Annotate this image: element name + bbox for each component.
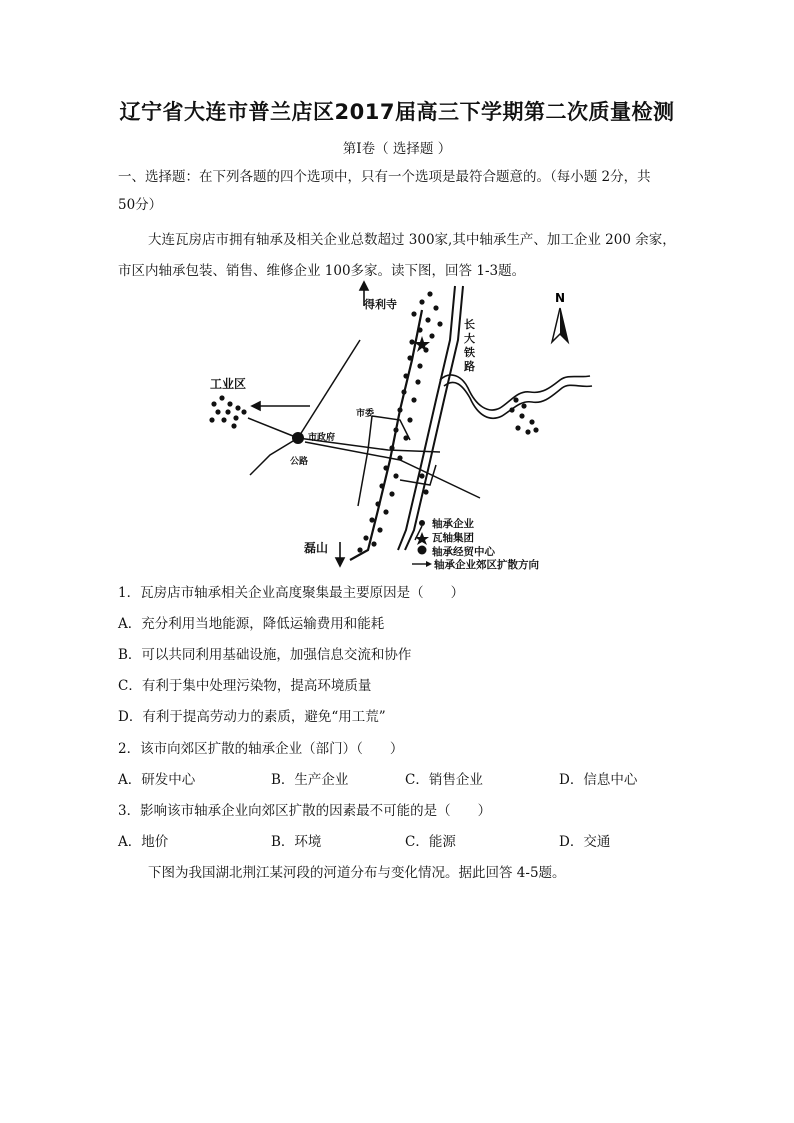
question-1-option-c: C．有利于集中处理污染物，提高环境质量 bbox=[118, 678, 372, 694]
legend-dot-icon bbox=[419, 520, 425, 526]
passage-1-line-1: 大连瓦房店市拥有轴承及相关企业总数超过 300家,其中轴承生产、加工企业 200 余家， bbox=[148, 232, 676, 248]
question-1-stem: 1．瓦房店市轴承相关企业高度聚集最主要原因是（ ） bbox=[118, 585, 465, 601]
question-2-stem: 2．该市向郊区扩散的轴承企业（部门）（ ） bbox=[118, 741, 404, 757]
legend-bearing-enterprise: 轴承企业 bbox=[432, 518, 474, 530]
arrow-head-icon bbox=[360, 282, 368, 290]
passage-2: 下图为我国湖北荆江某河段的河道分布与变化情况。据此回答 4-5题。 bbox=[148, 865, 566, 881]
label-railway-4: 路 bbox=[464, 360, 475, 373]
page-title: 辽宁省大连市普兰店区2017届高三下学期第二次质量检测 bbox=[119, 100, 675, 124]
railway-line bbox=[398, 286, 455, 550]
question-3-stem: 3．影响该市轴承企业向郊区扩散的因素最不可能的是（ ） bbox=[118, 803, 492, 819]
passage-1-line-2: 市区内轴承包装、销售、维修企业 100多家。读下图，回答 1-3题。 bbox=[118, 263, 526, 279]
label-city-committee: 市委 bbox=[356, 409, 375, 419]
section-heading: 第Ⅰ卷（ 选择题 ） bbox=[342, 141, 452, 157]
legend-star-icon bbox=[415, 532, 429, 545]
question-2-option-b: B．生产企业 bbox=[271, 772, 349, 788]
question-2-option-c: C．销售企业 bbox=[405, 772, 483, 788]
arrow-head-icon bbox=[336, 558, 344, 566]
question-1-option-a: A．充分利用当地能源，降低运输费用和能耗 bbox=[118, 616, 385, 632]
main-road bbox=[350, 310, 422, 560]
question-3-option-b: B．环境 bbox=[271, 834, 322, 850]
question-2-option-a: A．研发中心 bbox=[118, 772, 196, 788]
label-city-government: 市政府 bbox=[308, 433, 336, 443]
question-3-option-a: A．地价 bbox=[118, 834, 169, 850]
arrow-head-icon bbox=[252, 402, 260, 410]
question-1-option-d: D．有利于提高劳动力的素质，避免“用工荒” bbox=[118, 709, 386, 725]
legend-big-dot-icon bbox=[418, 546, 427, 555]
question-3-option-d: D．交通 bbox=[559, 834, 611, 850]
question-3-options bbox=[118, 830, 678, 850]
trade-center-icon bbox=[292, 432, 304, 444]
label-road: 公路 bbox=[290, 457, 309, 467]
legend-trade-center: 轴承经贸中心 bbox=[432, 546, 495, 558]
map-legend bbox=[412, 517, 539, 571]
legend-diffusion-direction: 轴承企业郊区扩散方向 bbox=[434, 559, 539, 571]
railway-line-2 bbox=[405, 286, 463, 550]
wafangdian-bearing-map bbox=[200, 280, 610, 572]
label-railway-2: 大 bbox=[464, 332, 475, 345]
north-arrow-icon bbox=[552, 308, 568, 342]
question-2-options bbox=[118, 768, 678, 788]
instructions-line-2: 50分） bbox=[118, 197, 163, 213]
question-1-option-b: B．可以共同利用基础设施，加强信息交流和协作 bbox=[118, 647, 412, 663]
label-deli-temple: 得利寺 bbox=[364, 298, 397, 311]
north-label: N bbox=[555, 291, 566, 305]
label-railway-3: 铁 bbox=[464, 346, 475, 359]
label-railway-1: 长 bbox=[464, 318, 475, 331]
label-leishan: 磊山 bbox=[304, 541, 329, 555]
question-3-option-c: C．能源 bbox=[405, 834, 456, 850]
road-west bbox=[248, 418, 298, 438]
label-industrial-zone: 工业区 bbox=[210, 377, 247, 391]
road-nw bbox=[298, 340, 360, 438]
question-2-option-d: D．信息中心 bbox=[559, 772, 638, 788]
legend-waz-group: 瓦轴集团 bbox=[432, 532, 474, 544]
river bbox=[440, 375, 590, 410]
instructions-line-1: 一、选择题：在下列各题的四个选项中，只有一个选项是最符合题意的。（每小题 2分，共 bbox=[118, 169, 651, 185]
